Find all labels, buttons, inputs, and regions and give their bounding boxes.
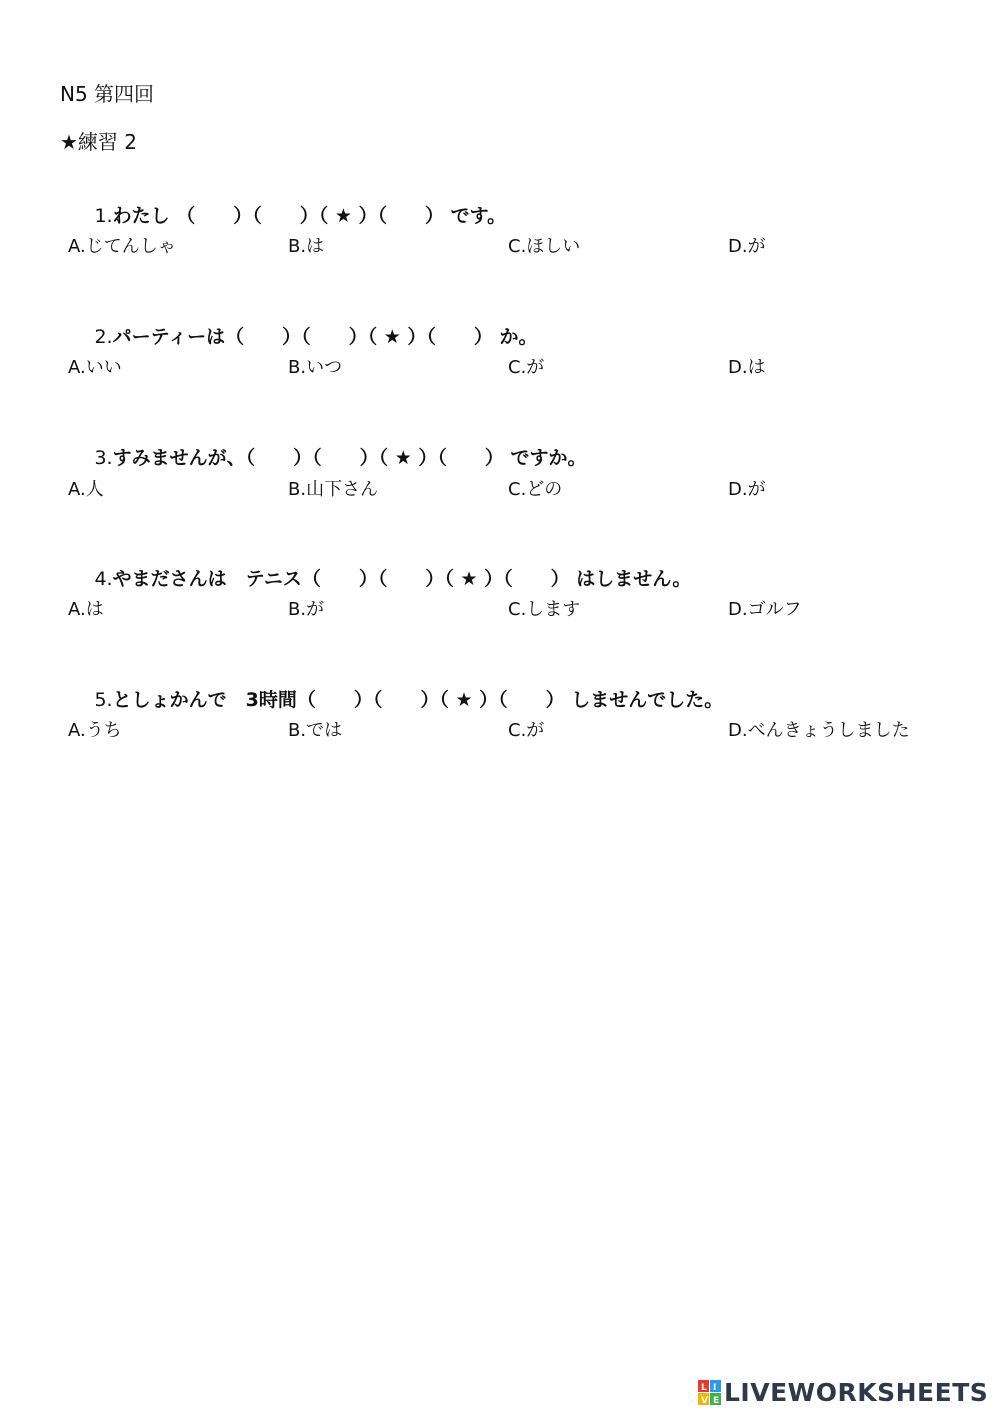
option-b[interactable]: B.では (288, 720, 343, 741)
svg-text:L: L (701, 1383, 707, 1393)
question-text: すみませんが、（ ）（ ）（ ★ ）（ ） ですか。 (112, 447, 587, 469)
svg-text:V: V (701, 1396, 708, 1406)
option-b[interactable]: B.が (288, 599, 325, 620)
question-number: 3. (94, 447, 113, 469)
option-a[interactable]: A.じてんしゃ (68, 236, 176, 257)
options-row-1 (68, 233, 968, 261)
option-c[interactable]: C.ほしい (508, 236, 581, 257)
svg-text:E: E (713, 1396, 720, 1406)
options-row-4 (68, 596, 968, 624)
question-text: わたし （ ）（ ）（ ★ ）（ ） です。 (112, 205, 507, 227)
section-heading: ★練習 2 (60, 130, 138, 154)
question-number: 5. (94, 689, 113, 711)
question-text: やまださんは テニス（ ）（ ）（ ★ ）（ ） はしません。 (112, 568, 692, 590)
option-a[interactable]: A.人 (68, 479, 104, 500)
question-number: 2. (94, 326, 113, 348)
option-a[interactable]: A.いい (68, 357, 122, 378)
option-d[interactable]: D.べんきょうしました (728, 720, 910, 741)
option-d[interactable]: D.は (728, 357, 766, 378)
liveworksheets-logo[interactable] (698, 1378, 988, 1408)
liveworksheets-logo-icon (698, 1380, 722, 1406)
question-text: としょかんで 3時間（ ）（ ）（ ★ ）（ ） しませんでした。 (112, 689, 724, 711)
options-row-2 (68, 354, 968, 382)
option-a[interactable]: A.うち (68, 720, 122, 741)
worksheet-title: N5 第四回 (60, 82, 155, 106)
question-number: 4. (94, 568, 113, 590)
question-number: 1. (94, 205, 113, 227)
options-row-5 (68, 717, 968, 745)
option-d[interactable]: D.が (728, 236, 766, 257)
option-d[interactable]: D.ゴルフ (728, 599, 802, 620)
option-c[interactable]: C.します (508, 599, 581, 620)
option-b[interactable]: B.いつ (288, 357, 343, 378)
logo-wordmark: LIVEWORKSHEETS (724, 1378, 989, 1407)
option-a[interactable]: A.は (68, 599, 104, 620)
svg-text:I: I (713, 1383, 717, 1393)
option-d[interactable]: D.が (728, 479, 766, 500)
option-c[interactable]: C.が (508, 720, 545, 741)
question-text: パーティーは（ ）（ ）（ ★ ）（ ） か。 (112, 326, 538, 348)
option-c[interactable]: C.が (508, 357, 545, 378)
option-b[interactable]: B.山下さん (288, 479, 379, 500)
options-row-3 (68, 476, 968, 504)
option-c[interactable]: C.どの (508, 479, 563, 500)
option-b[interactable]: B.は (288, 236, 325, 257)
